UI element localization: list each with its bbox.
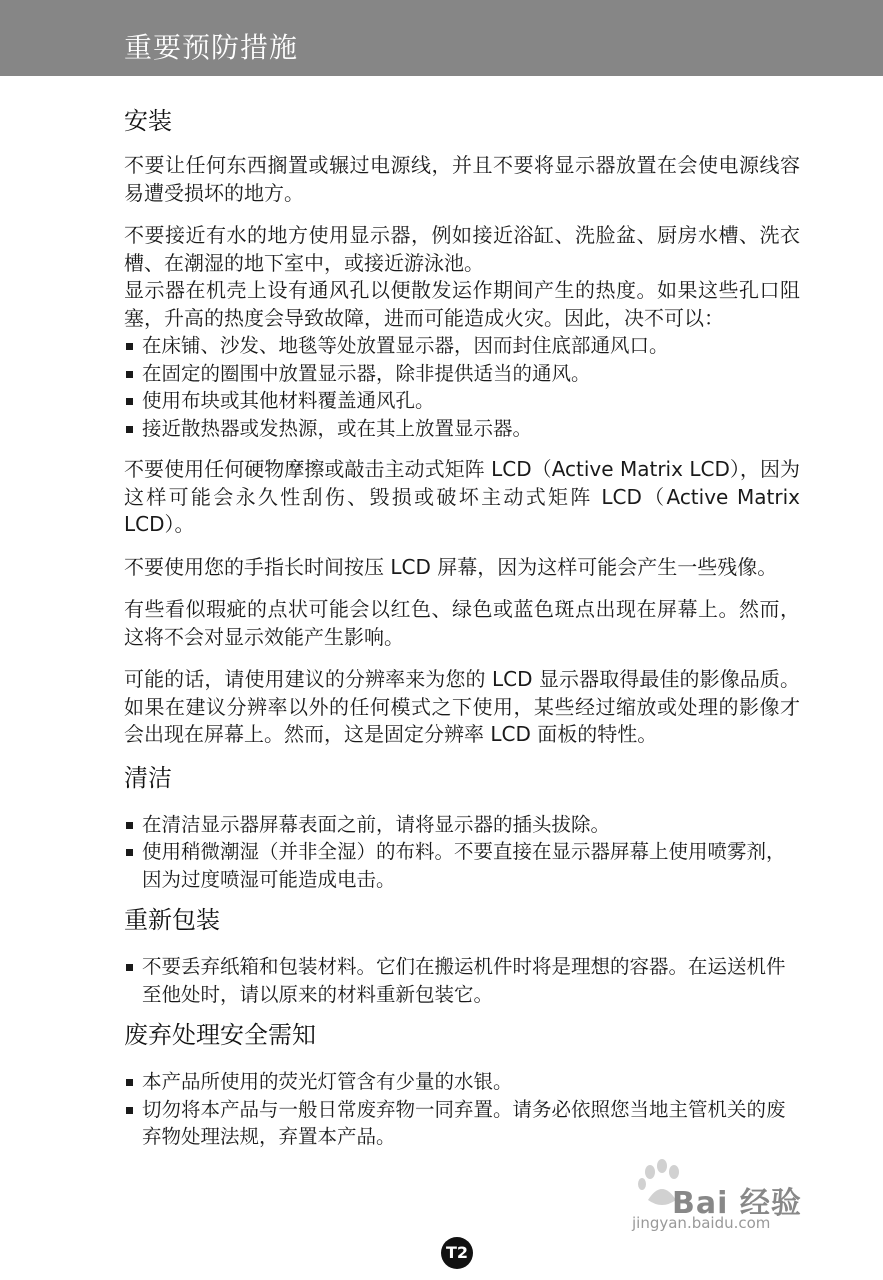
bullet-list [124,1068,800,1151]
document-body [124,104,800,1151]
list-item: 使用稍微潮湿（并非全湿）的布料。不要直接在显示器屏幕上使用喷雾剂，因为过度喷湿可能造成电击。 [122,838,800,893]
list-item: 在固定的圈围中放置显示器，除非提供适当的通风。 [122,360,800,388]
page-title: 重要预防措施 [124,31,299,64]
section-clean [124,761,800,894]
paragraph: 不要接近有水的地方使用显示器，例如接近浴缸、洗脸盆、厨房水槽、洗衣槽、在潮湿的地下室中，或接近游泳池。 [124,223,800,275]
paragraph: 不要使用任何硬物摩擦或敲击主动式矩阵 LCD（Active Matrix LCD），因为这样可能会永久性刮伤、毁损或破坏主动式矩阵 LCD（Active Matrix LCD）。 [124,457,800,536]
paragraph: 有些看似瑕疵的点状可能会以红色、绿色或蓝色斑点出现在屏幕上。然而，这将不会对显示效能产生影响。 [124,597,800,649]
bullet-list [124,811,800,894]
section-heading-install: 安装 [124,107,172,135]
list-item: 切勿将本产品与一般日常废弃物一同弃置。请务必依照您当地主管机关的废弃物处理法规，弃置本产品。 [122,1096,800,1151]
section-heading-dispose: 废弃处理安全需知 [124,1021,316,1049]
list-item: 在清洁显示器屏幕表面之前，请将显示器的插头拔除。 [122,811,800,839]
list-item: 本产品所使用的荧光灯管含有少量的水银。 [122,1068,800,1096]
section-dispose [124,1018,800,1151]
section-heading-clean: 清洁 [124,763,172,792]
list-item: 使用布块或其他材料覆盖通风孔。 [122,387,800,415]
section-install [124,104,800,749]
list-item: 接近散热器或发热源，或在其上放置显示器。 [122,415,800,443]
watermark-brand: Bai 经验 [672,1186,802,1221]
section-repack [124,903,800,1008]
bullet-list [124,332,800,442]
watermark-url: jingyan.baidu.com [632,1214,771,1232]
paragraph: 不要让任何东西搁置或辗过电源线，并且不要将显示器放置在会使电源线容易遭受损坏的地方。 [124,153,800,205]
paragraph: 不要使用您的手指长时间按压 LCD 屏幕，因为这样可能会产生一些残像。 [124,554,778,579]
list-item: 不要丢弃纸箱和包装材料。它们在搬运机件时将是理想的容器。在运送机件至他处时，请以原来的材料重新包装它。 [122,953,800,1008]
list-item: 在床铺、沙发、地毯等处放置显示器，因而封住底部通风口。 [122,332,800,360]
section-heading-repack: 重新包装 [124,906,220,934]
bullet-list [124,953,800,1008]
page-header [0,0,883,76]
paragraph: 可能的话，请使用建议的分辨率来为您的 LCD 显示器取得最佳的影像品质。如果在建议分辨率以外的任何模式之下使用，某些经过缩放或处理的影像才会出现在屏幕上。然而，这是固定分辨率 LCD 面板的特性。 [124,667,800,746]
page-number-badge: T2 [441,1237,473,1269]
paragraph: 显示器在机壳上设有通风孔以便散发运作期间产生的热度。如果这些孔口阻塞，升高的热度会导致故障，进而可能造成火灾。因此，决不可以： [124,278,800,330]
